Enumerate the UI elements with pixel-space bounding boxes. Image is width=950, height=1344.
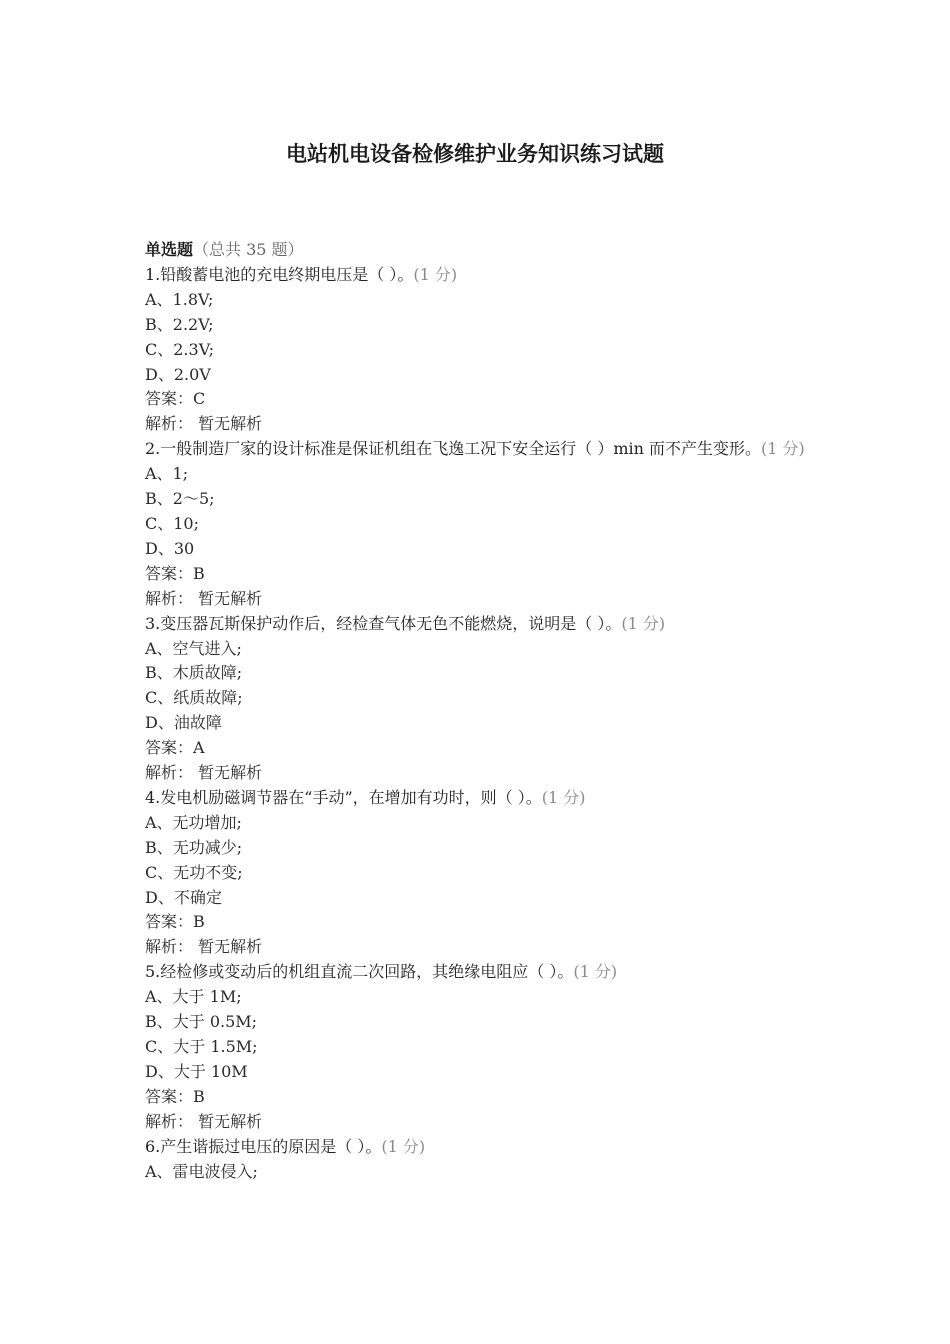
option: B、无功减少; <box>145 837 243 857</box>
option: D、油故障 <box>145 713 222 733</box>
question-text: 4.发电机励磁调节器在“手动”，在增加有功时，则（ ）。 <box>145 787 542 807</box>
option: D、大于 10M <box>145 1061 248 1081</box>
question-score: (1 分) <box>761 439 805 459</box>
analysis: 解析： 暂无解析 <box>145 414 263 434</box>
question-text: 5.经检修或变动后的机组直流二次回路，其绝缘电阻应（ ）。 <box>145 962 574 982</box>
option: C、无功不变; <box>145 862 243 882</box>
question-list <box>145 238 805 1184</box>
question-score: (1 分) <box>413 264 458 284</box>
section-count-note: （总共 35 题） <box>193 240 304 259</box>
answer: 答案：C <box>145 389 206 409</box>
question-stem <box>145 960 805 985</box>
question-text: 3.变压器瓦斯保护动作后，经检查气体无色不能燃烧，说明是（ ）。 <box>145 613 622 633</box>
question-text: 2.一般制造厂家的设计标准是保证机组在飞逸工况下安全运行（ ）min 而不产生变形。 <box>145 439 762 459</box>
option: C、10; <box>145 513 199 533</box>
question-score: (1 分) <box>381 1136 426 1156</box>
question-stem <box>145 263 805 288</box>
question-text: 6.产生谐振过电压的原因是（ ）。 <box>145 1136 382 1156</box>
option: D、2.0V <box>145 364 211 384</box>
question-score: (1 分) <box>573 962 618 982</box>
question-stem <box>145 1135 805 1160</box>
analysis: 解析： 暂无解析 <box>145 763 263 783</box>
option: B、大于 0.5M; <box>145 1012 258 1032</box>
answer: 答案：B <box>145 1086 205 1106</box>
option: C、纸质故障; <box>145 688 243 708</box>
answer: 答案：A <box>145 738 205 758</box>
option: B、木质故障; <box>145 663 243 683</box>
analysis: 解析： 暂无解析 <box>145 937 263 957</box>
question-stem <box>145 612 805 637</box>
section-heading: 单选题 <box>145 240 194 259</box>
answer: 答案：B <box>145 563 205 583</box>
option: A、1.8V; <box>145 289 214 309</box>
document-title: 电站机电设备检修维护业务知识练习试题 <box>286 141 664 166</box>
option: A、大于 1M; <box>145 987 242 1007</box>
question-stem <box>145 786 805 811</box>
option: D、不确定 <box>145 887 222 907</box>
question-text: 1.铅酸蓄电池的充电终期电压是（ ）。 <box>145 264 414 284</box>
section-header <box>145 238 805 263</box>
option: A、1; <box>145 464 189 484</box>
question-stem <box>145 437 805 462</box>
option: A、无功增加; <box>145 812 242 832</box>
option: B、2～5; <box>145 489 215 509</box>
question-score: (1 分) <box>621 613 666 633</box>
answer: 答案：B <box>145 912 205 932</box>
option: A、空气进入; <box>145 638 242 658</box>
option: C、大于 1.5M; <box>145 1037 258 1056</box>
question-score: (1 分) <box>541 787 586 807</box>
analysis: 解析： 暂无解析 <box>145 588 263 608</box>
option: D、30 <box>145 538 195 558</box>
analysis: 解析： 暂无解析 <box>145 1111 263 1131</box>
option: C、2.3V; <box>145 339 215 359</box>
option: B、2.2V; <box>145 314 214 334</box>
option: A、雷电波侵入; <box>145 1161 258 1181</box>
